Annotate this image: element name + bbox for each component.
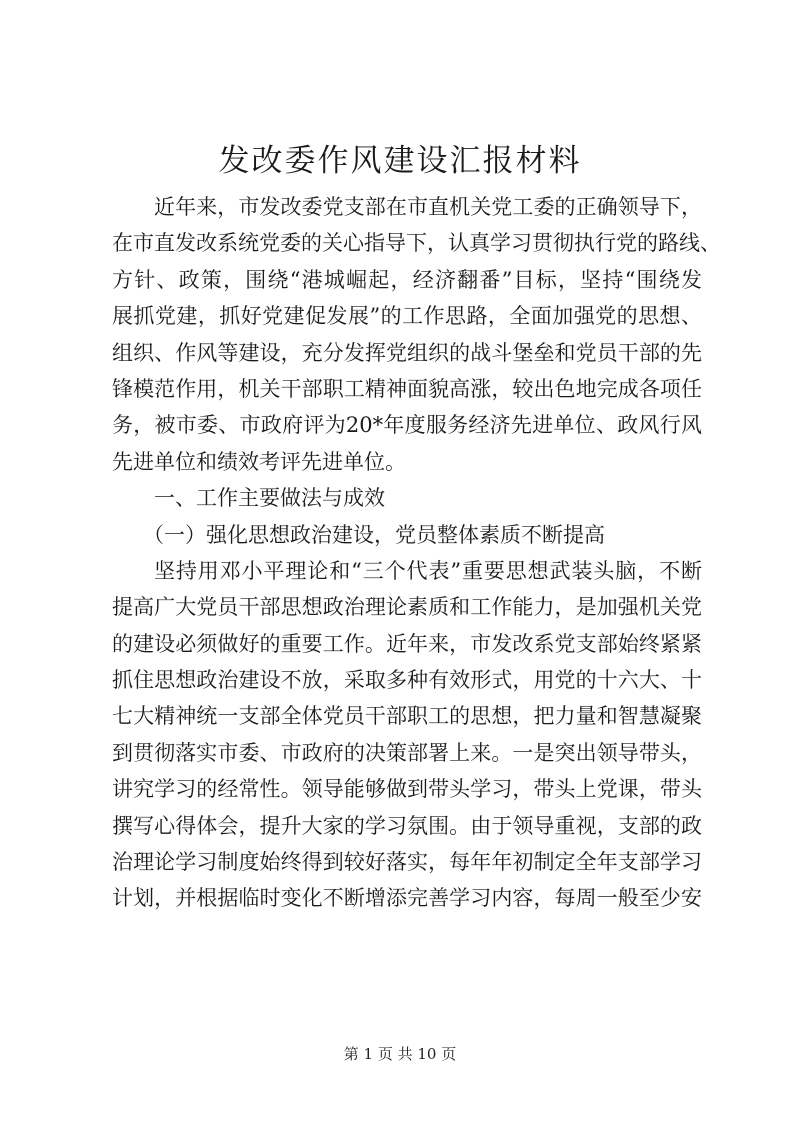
document-title: 发改委作风建设汇报材料 xyxy=(218,143,582,179)
paragraph-line: 抓住思想政治建设不放，采取多种有效形式，用党的十六大、十 xyxy=(112,668,702,693)
paragraph-line: 到贯彻落实市委、市政府的决策部署上来。一是突出领导带头， xyxy=(112,740,702,765)
paragraph-line: 坚持用邓小平理论和“三个代表”重要思想武装头脑，不断 xyxy=(154,558,702,583)
paragraph-line: 撰写心得体会，提升大家的学习氛围。由于领导重视，支部的政 xyxy=(112,813,702,838)
paragraph-line: 计划，并根据临时变化不断增添完善学习内容，每周一般至少安 xyxy=(112,886,702,911)
paragraph-line: 方针、政策，围绕“港城崛起，经济翻番”目标，坚持“围绕发 xyxy=(112,267,702,292)
paragraph-line: 先进单位和绩效考评先进单位。 xyxy=(112,449,406,474)
paragraph-line: 展抓党建，抓好党建促发展”的工作思路，全面加强党的思想、 xyxy=(112,304,702,329)
paragraph-line: 务，被市委、市政府评为20*年度服务经济先进单位、政风行风 xyxy=(112,413,702,438)
paragraph-line: 锋模范作用，机关干部职工精神面貌高涨，较出色地完成各项任 xyxy=(112,376,702,401)
paragraph-line: 在市直发改系统党委的关心指导下，认真学习贯彻执行党的路线、 xyxy=(112,231,721,256)
page-footer: 第 1 页 共 10 页 xyxy=(343,1045,457,1063)
paragraph-line: 的建设必须做好的重要工作。近年来，市发改系党支部始终紧紧 xyxy=(112,631,702,656)
paragraph-line: 治理论学习制度始终得到较好落实，每年年初制定全年支部学习 xyxy=(112,850,702,875)
document-body xyxy=(112,189,721,917)
section-heading: 一、工作主要做法与成效 xyxy=(154,486,385,511)
paragraph-line: 七大精神统一支部全体党员干部职工的思想，把力量和智慧凝聚 xyxy=(112,704,702,729)
paragraph-line: 近年来，市发改委党支部在市直机关党工委的正确领导下， xyxy=(154,195,702,219)
paragraph-line: 组织、作风等建设，充分发挥党组织的战斗堡垒和党员干部的先 xyxy=(112,340,702,365)
paragraph-line: 讲究学习的经常性。领导能够做到带头学习，带头上党课，带头 xyxy=(112,777,702,802)
subsection-heading: （一）强化思想政治建设，党员整体素质不断提高 xyxy=(143,522,605,547)
paragraph-line: 提高广大党员干部思想政治理论素质和工作能力，是加强机关党 xyxy=(112,595,702,620)
